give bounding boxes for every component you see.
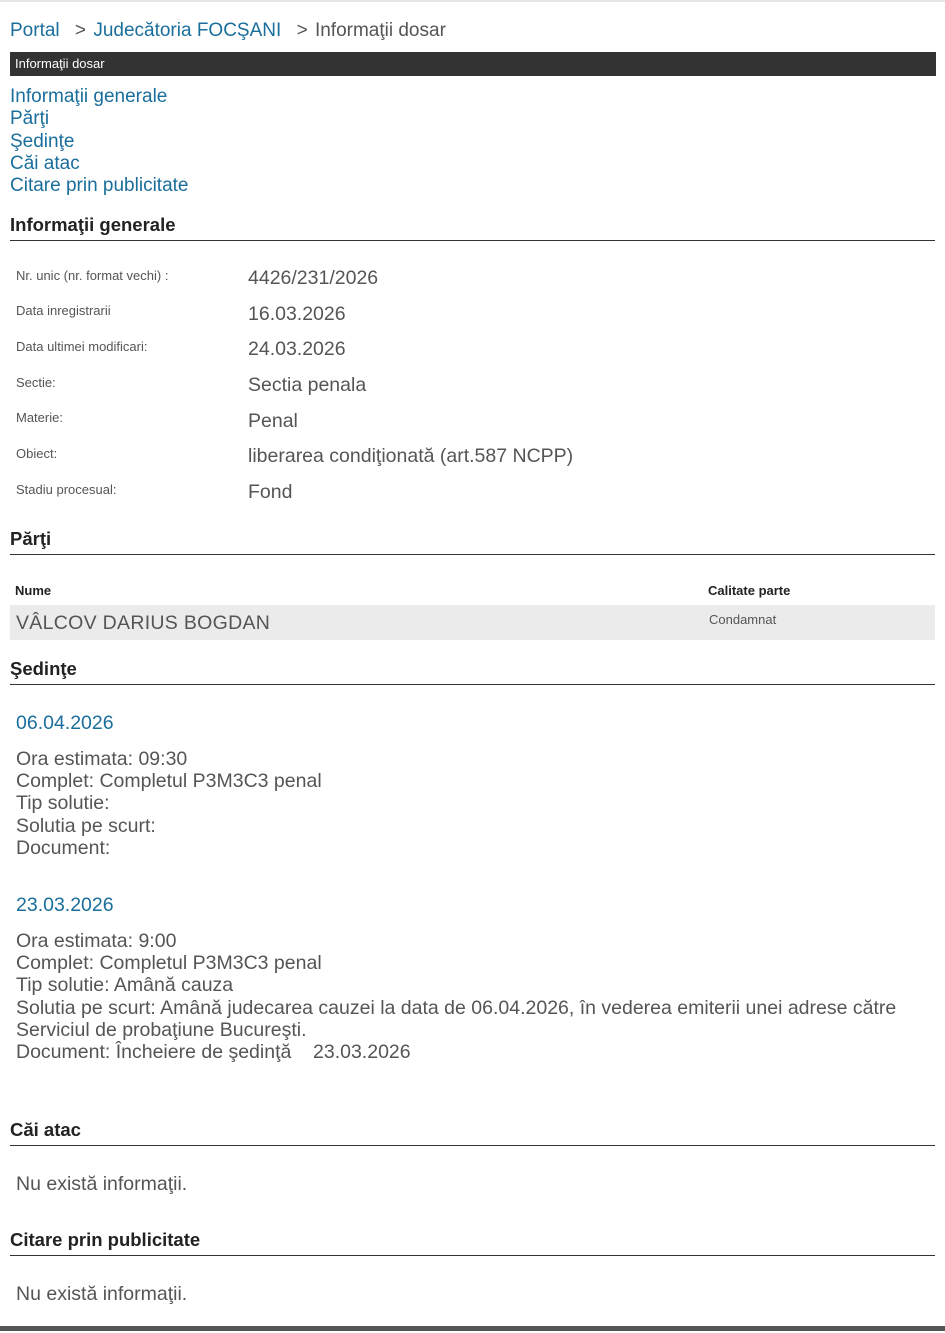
hearing-date: 23.03.2026 (16, 894, 114, 916)
info-label-matter: Materie: (16, 410, 63, 425)
section-nav (10, 86, 188, 197)
hearing-details (16, 930, 916, 1063)
hearing-panel: Complet: Completul P3M3C3 penal (16, 952, 322, 975)
general-info-heading: Informaţii generale (10, 214, 935, 241)
hearing-document: Document: Încheiere de şedinţă 23.03.2026 (16, 1041, 411, 1064)
info-label-case-number: Nr. unic (nr. format vechi) : (16, 268, 169, 283)
hearing-solution-type: Tip solutie: Amână cauza (16, 974, 234, 997)
info-value-case-number: 4426/231/2026 (248, 267, 379, 289)
party-role: Condamnat (709, 612, 777, 627)
citation-empty-message: Nu există informaţii. (16, 1283, 188, 1305)
info-value-object: liberarea condiţionată (art.587 NCPP) (248, 445, 574, 467)
appeals-heading: Căi atac (10, 1119, 935, 1146)
top-divider (0, 0, 945, 2)
info-value-section: Sectia penala (248, 374, 367, 396)
hearing-solution-summary: Solutia pe scurt: (16, 814, 156, 837)
breadcrumb-court-link[interactable]: Judecătoria FOCŞANI (93, 20, 282, 41)
page-title: Informaţii dosar (15, 56, 105, 71)
hearing-document: Document: (16, 836, 111, 859)
breadcrumb-separator: > (296, 20, 308, 41)
parties-column-role: Calitate parte (708, 583, 791, 598)
info-label-last-modified: Data ultimei modificari: (16, 339, 148, 354)
hearing-solution-summary: Solutia pe scurt: Amână judecarea cauzei la data de 06.04.2026, în vederea emiterii unei adrese către Serviciul de probaţiune Bucureşti. (16, 996, 897, 1041)
hearings-heading: Şedinţe (10, 658, 935, 685)
info-value-matter: Penal (248, 410, 298, 432)
info-value-registration-date: 16.03.2026 (248, 303, 346, 325)
info-value-stage: Fond (248, 481, 293, 503)
party-name: VÂLCOV DARIUS BOGDAN (16, 612, 271, 634)
info-label-stage: Stadiu procesual: (16, 482, 117, 497)
nav-link-appeals[interactable]: Căi atac (10, 152, 80, 174)
nav-link-general-info[interactable]: Informaţii generale (10, 86, 168, 107)
info-label-registration-date: Data inregistrarii (16, 303, 111, 318)
info-value-last-modified: 24.03.2026 (248, 338, 346, 360)
hearing-estimated-time: Ora estimata: 09:30 (16, 748, 188, 770)
appeals-empty-message: Nu există informaţii. (16, 1173, 188, 1195)
citation-heading: Citare prin publicitate (10, 1229, 935, 1256)
page-title-bar (10, 52, 936, 76)
hearing-panel: Complet: Completul P3M3C3 penal (16, 770, 322, 793)
nav-link-hearings[interactable]: Şedinţe (10, 130, 75, 152)
parties-column-name: Nume (15, 583, 52, 598)
hearing-date: 06.04.2026 (16, 712, 114, 734)
breadcrumb-separator: > (74, 20, 87, 41)
info-label-section: Sectie: (16, 375, 56, 390)
hearing-solution-type: Tip solutie: (16, 792, 110, 815)
nav-link-parties[interactable]: Părţi (10, 108, 50, 130)
breadcrumb-portal-link[interactable]: Portal (10, 20, 60, 41)
table-row (10, 605, 935, 640)
breadcrumb-current: Informaţii dosar (314, 20, 446, 41)
bottom-divider (0, 1326, 945, 1331)
hearing-details (16, 748, 916, 859)
parties-heading: Părţi (10, 528, 935, 555)
breadcrumb (10, 19, 446, 43)
info-label-object: Obiect: (16, 446, 58, 461)
hearing-estimated-time: Ora estimata: 9:00 (16, 930, 177, 952)
nav-link-citation[interactable]: Citare prin publicitate (10, 175, 189, 197)
